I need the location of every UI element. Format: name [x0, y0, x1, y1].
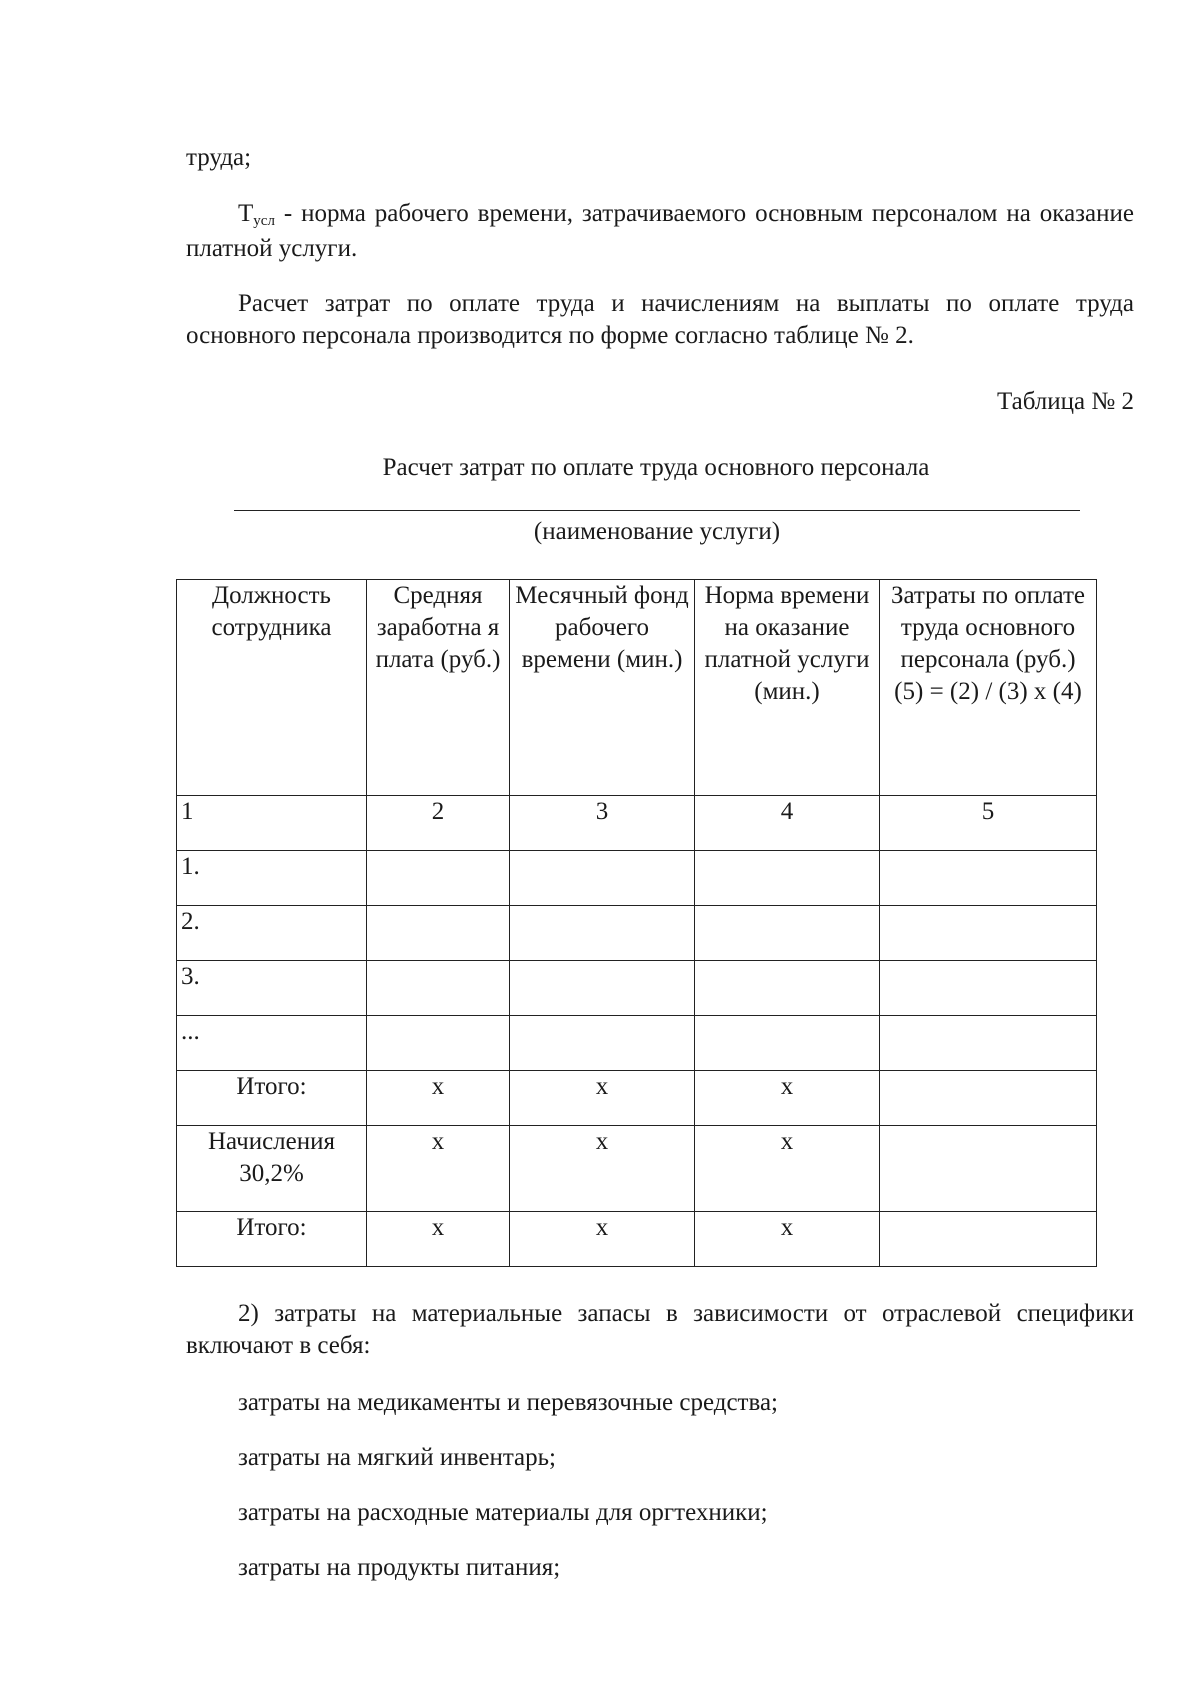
tusl-subscript: усл	[253, 213, 275, 229]
table-row	[177, 961, 1097, 1016]
table-cell	[695, 906, 880, 961]
service-caption: (наименование услуги)	[533, 518, 781, 545]
table-cell: x	[695, 1126, 880, 1212]
calc-paragraph: Расчет затрат по оплате труда и начислениям на выплаты по оплате труда основного персонала производится по форме согласно таблице № 2.	[186, 290, 1134, 349]
col-number: 3	[510, 796, 695, 851]
table-cell: x	[367, 1126, 510, 1212]
table-cell	[367, 961, 510, 1016]
table-row	[177, 906, 1097, 961]
list-item: затраты на расходные материалы для оргтехники;	[238, 1499, 768, 1526]
table-cell: x	[510, 1071, 695, 1126]
table-label: Таблица № 2	[996, 388, 1134, 415]
table-cell	[510, 961, 695, 1016]
list-item: затраты на мягкий инвентарь;	[238, 1444, 556, 1471]
total-row	[177, 1071, 1097, 1126]
grand-total-label: Итого:	[177, 1212, 367, 1267]
table-cell	[880, 1212, 1097, 1267]
col-number: 4	[695, 796, 880, 851]
tusl-paragraph	[186, 198, 1134, 265]
item2-paragraph: 2) затраты на материальные запасы в зависимости от отраслевой специфики включают в себя:	[186, 1300, 1134, 1359]
column-number-row	[177, 796, 1097, 851]
header-costs: Затраты по оплате труда основного персонала (руб.) (5) = (2) / (3) х (4)	[880, 580, 1097, 796]
accruals-label: Начисления 30,2%	[177, 1126, 367, 1212]
table-cell	[880, 961, 1097, 1016]
table-cell	[880, 906, 1097, 961]
table-cell	[880, 1071, 1097, 1126]
header-time-norm: Норма времени на оказание платной услуги (мин.)	[695, 580, 880, 796]
total-label: Итого:	[177, 1071, 367, 1126]
table-cell: ...	[177, 1016, 367, 1071]
table-cell: 3.	[177, 961, 367, 1016]
intro-fragment: труда;	[186, 144, 252, 171]
table-cell	[510, 906, 695, 961]
table-cell: x	[510, 1212, 695, 1267]
table-cell: x	[510, 1126, 695, 1212]
table-title: Расчет затрат по оплате труда основного персонала	[382, 454, 930, 481]
salary-table	[176, 579, 1097, 1267]
table-cell	[880, 1016, 1097, 1071]
tusl-text: - норма рабочего времени, затрачиваемого основным персоналом на оказание платной услуги.	[186, 200, 1134, 262]
tusl-symbol: Т	[238, 200, 254, 227]
table-cell: x	[695, 1212, 880, 1267]
table-cell: x	[367, 1071, 510, 1126]
table-cell: 2.	[177, 906, 367, 961]
table-cell	[367, 851, 510, 906]
table-cell	[695, 851, 880, 906]
col-number: 2	[367, 796, 510, 851]
table-cell: x	[367, 1212, 510, 1267]
accruals-row	[177, 1126, 1097, 1212]
header-position: Должность сотрудника	[177, 580, 367, 796]
table-cell	[880, 1126, 1097, 1212]
list-item: затраты на медикаменты и перевязочные средства;	[238, 1389, 778, 1416]
table-cell	[367, 906, 510, 961]
table-cell	[695, 1016, 880, 1071]
table-cell	[695, 961, 880, 1016]
list-item: затраты на продукты питания;	[238, 1554, 561, 1581]
col-number: 5	[880, 796, 1097, 851]
grand-total-row	[177, 1212, 1097, 1267]
table-header-row	[177, 580, 1097, 796]
table-cell	[510, 1016, 695, 1071]
table-cell	[880, 851, 1097, 906]
col-number: 1	[177, 796, 367, 851]
service-name-line	[234, 510, 1080, 511]
table-cell	[510, 851, 695, 906]
table-row	[177, 851, 1097, 906]
table-row	[177, 1016, 1097, 1071]
table-cell: 1.	[177, 851, 367, 906]
header-monthly-fund: Месячный фонд рабочего времени (мин.)	[510, 580, 695, 796]
table-cell: x	[695, 1071, 880, 1126]
header-avg-salary: Средняя заработна я плата (руб.)	[367, 580, 510, 796]
table-cell	[367, 1016, 510, 1071]
